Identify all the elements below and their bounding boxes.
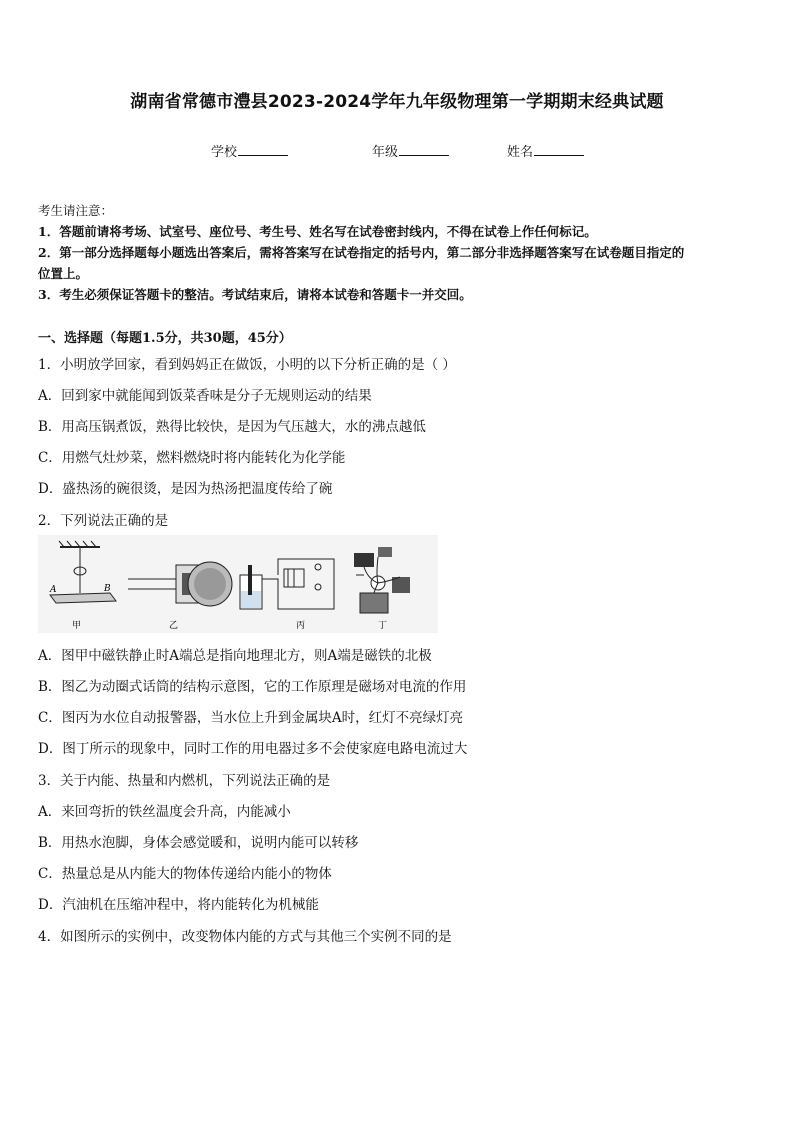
q2-option-c: C．图丙为水位自动报警器，当水位上升到金属块A时，红灯不亮绿灯亮 — [38, 710, 464, 726]
notes-block — [38, 200, 763, 305]
q1-stem: 1．小明放学回家，看到妈妈正在做饭，小明的以下分析正确的是（ ） — [38, 357, 456, 373]
q1-option-d: D．盛热汤的碗很烫，是因为热汤把温度传给了碗 — [38, 481, 333, 497]
note-item: 1．答题前请将考场、试室号、座位号、考生号、姓名写在试卷密封线内，不得在试卷上作任何标记。 — [38, 224, 597, 239]
school-blank — [238, 143, 288, 156]
notes-heading: 考生请注意： — [38, 203, 114, 218]
name-blank — [534, 143, 584, 156]
page-title: 湖南省常德市澧县2023-2024学年九年级物理第一学期期末经典试题 — [130, 92, 664, 112]
q3-option-d: D．汽油机在压缩冲程中，将内能转化为机械能 — [38, 897, 319, 913]
school-field — [211, 141, 288, 160]
figure-label-ding: 丁 — [378, 621, 388, 631]
figure-label-bing: 丙 — [296, 621, 306, 631]
note-item: 3．考生必须保证答题卡的整洁。考试结束后，请将本试卷和答题卡一并交回。 — [38, 287, 472, 302]
figure-label-yi: 乙 — [169, 621, 179, 631]
school-label: 学校 — [211, 145, 238, 160]
figure-mark-b: B — [104, 584, 111, 594]
q3-option-a: A．来回弯折的铁丝温度会升高，内能减小 — [38, 804, 291, 820]
grade-field — [372, 141, 449, 160]
grade-blank — [399, 143, 449, 156]
q4-stem: 4．如图所示的实例中，改变物体内能的方式与其他三个实例不同的是 — [38, 929, 452, 945]
figure-mark-a: A — [50, 585, 57, 595]
q1-option-c: C．用燃气灶炒菜，燃料燃烧时将内能转化为化学能 — [38, 450, 346, 466]
note-item: 位置上。 — [38, 266, 89, 281]
q2-option-b: B．图乙为动圈式话筒的结构示意图，它的工作原理是磁场对电流的作用 — [38, 679, 467, 695]
q3-option-b: B．用热水泡脚，身体会感觉暖和，说明内能可以转移 — [38, 835, 359, 851]
figure-label-jia: 甲 — [72, 621, 82, 631]
name-label: 姓名 — [507, 145, 534, 160]
section-heading: 一、选择题（每题1.5分，共30题，45分） — [38, 331, 292, 346]
note-item: 2．第一部分选择题每小题选出答案后，需将答案写在试卷指定的括号内，第二部分非选择题答案写在试卷题目指定的 — [38, 245, 685, 260]
q1-option-a: A．回到家中就能闻到饭菜香味是分子无规则运动的结果 — [38, 388, 372, 404]
grade-label: 年级 — [372, 145, 399, 160]
q2-option-a: A．图甲中磁铁静止时A端总是指向地理北方，则A端是磁铁的北极 — [38, 648, 432, 664]
name-field — [507, 141, 584, 160]
q3-option-c: C．热量总是从内能大的物体传递给内能小的物体 — [38, 866, 332, 882]
q2-figure — [38, 535, 438, 633]
q2-stem: 2．下列说法正确的是 — [38, 513, 169, 529]
q2-option-d: D．图丁所示的现象中，同时工作的用电器过多不会使家庭电路电流过大 — [38, 741, 468, 757]
q1-option-b: B．用高压锅煮饭，熟得比较快，是因为气压越大，水的沸点越低 — [38, 419, 426, 435]
q3-stem: 3．关于内能、热量和内燃机，下列说法正确的是 — [38, 773, 331, 789]
